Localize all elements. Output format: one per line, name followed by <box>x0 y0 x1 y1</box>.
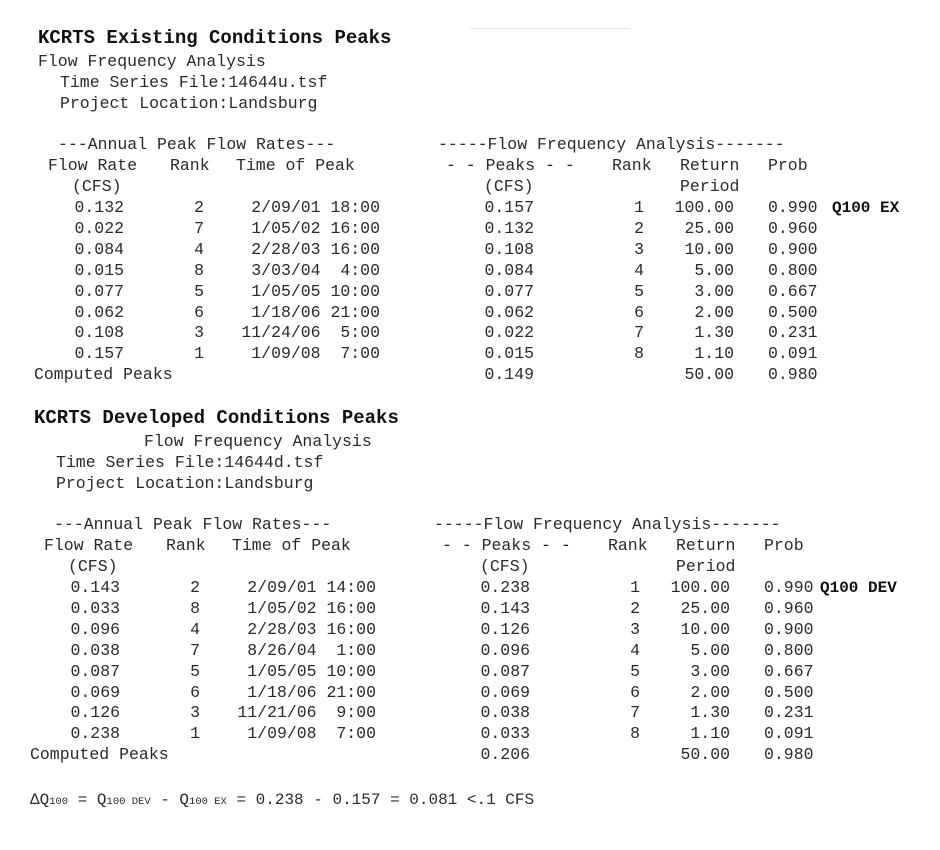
ffa-peak: 0.084 <box>484 260 534 280</box>
col-cfs-units: (CFS) <box>68 557 118 576</box>
analysis-label: Flow Frequency Analysis <box>38 52 266 71</box>
annual-flow-rate: 0.157 <box>74 344 124 364</box>
col-rank-ffa: Rank <box>608 536 648 555</box>
col-cfs-units: (CFS) <box>72 177 122 196</box>
col-prob: Prob <box>764 536 804 555</box>
annual-flow-rate: 0.096 <box>70 619 120 639</box>
ffa-peak: 0.126 <box>480 619 530 639</box>
computed-peaks-label: Computed Peaks <box>30 745 169 765</box>
computed-peak-value: 0.149 <box>484 365 534 385</box>
eq-sub3: 100 EX <box>189 796 227 808</box>
ffa-rank: 1 <box>630 578 640 597</box>
annual-rank: 4 <box>190 619 200 639</box>
ffa-prob: 0.990 <box>764 578 814 597</box>
analysis-label: Flow Frequency Analysis <box>144 432 372 451</box>
ffa-rank: 7 <box>630 703 640 723</box>
computed-prob: 0.980 <box>768 365 818 385</box>
time-series-file: Time Series File:14644u.tsf <box>60 73 328 92</box>
annual-flow-rate: 0.069 <box>70 682 120 702</box>
section-title: KCRTS Developed Conditions Peaks <box>34 407 399 429</box>
ffa-prob: 0.091 <box>768 344 818 364</box>
flow-frequency-header: -----Flow Frequency Analysis------- <box>434 515 781 534</box>
col-peaks: - - Peaks - - <box>442 536 571 555</box>
ffa-return-period: 1.30 <box>690 703 730 723</box>
ffa-return-period: 1.10 <box>690 724 730 744</box>
annual-rank: 1 <box>194 344 204 364</box>
ffa-peak: 0.143 <box>480 598 530 618</box>
annual-flow-rate: 0.143 <box>70 578 120 597</box>
col-flow-rate: Flow Rate <box>44 536 134 555</box>
eq-delta: ΔQ <box>30 791 50 809</box>
annual-rank: 4 <box>194 239 204 259</box>
ffa-return-period: 1.10 <box>694 344 734 364</box>
eq-result: = 0.238 - 0.157 = 0.081 <.1 CFS <box>226 791 535 809</box>
ffa-prob: 0.091 <box>764 724 814 744</box>
ffa-prob: 0.500 <box>768 302 818 322</box>
col-rank: Rank <box>170 156 210 175</box>
delta-q-equation <box>30 790 534 812</box>
time-series-file: Time Series File:14644d.tsf <box>56 453 324 472</box>
annual-rank: 7 <box>190 640 200 660</box>
ffa-rank: 4 <box>634 260 644 280</box>
ffa-return-period: 25.00 <box>684 218 734 238</box>
ffa-peak: 0.062 <box>484 302 534 322</box>
computed-prob: 0.980 <box>764 745 814 765</box>
col-time-of-peak: Time of Peak <box>236 156 355 175</box>
annual-flow-rate: 0.022 <box>74 218 124 238</box>
annual-flow-rate: 0.038 <box>70 640 120 660</box>
col-period: Period <box>676 557 736 576</box>
annual-time-of-peak: 1/09/08 7:00 <box>247 724 376 744</box>
ffa-rank: 4 <box>630 640 640 660</box>
ffa-prob: 0.800 <box>768 260 818 280</box>
col-rank: Rank <box>166 536 206 555</box>
col-period: Period <box>680 177 740 196</box>
annual-rank: 5 <box>190 661 200 681</box>
ffa-return-period: 3.00 <box>694 281 734 301</box>
annual-time-of-peak: 2/28/03 16:00 <box>251 239 380 259</box>
ffa-prob: 0.800 <box>764 640 814 660</box>
annual-time-of-peak: 2/28/03 16:00 <box>247 619 376 639</box>
annual-time-of-peak: 11/24/06 5:00 <box>241 323 380 343</box>
annual-flow-rate: 0.015 <box>74 260 124 280</box>
computed-return-period: 50.00 <box>684 365 734 385</box>
ffa-prob: 0.900 <box>768 239 818 259</box>
col-rank-ffa: Rank <box>612 156 652 175</box>
annual-flow-rate: 0.062 <box>74 302 124 322</box>
annual-time-of-peak: 1/09/08 7:00 <box>251 344 380 364</box>
col-return: Return <box>676 536 736 555</box>
ffa-return-period: 100.00 <box>670 578 730 597</box>
annual-flow-rate: 0.126 <box>70 703 120 723</box>
ffa-rank: 3 <box>634 239 644 259</box>
ffa-return-period: 3.00 <box>690 661 730 681</box>
ffa-peak: 0.108 <box>484 239 534 259</box>
annual-time-of-peak: 8/26/04 1:00 <box>247 640 376 660</box>
ffa-peak: 0.038 <box>480 703 530 723</box>
annual-peak-header: ---Annual Peak Flow Rates--- <box>58 135 336 154</box>
annual-flow-rate: 0.087 <box>70 661 120 681</box>
annual-time-of-peak: 1/18/06 21:00 <box>251 302 380 322</box>
project-location: Project Location:Landsburg <box>56 474 314 493</box>
ffa-return-period: 1.30 <box>694 323 734 343</box>
annual-rank: 3 <box>190 703 200 723</box>
annual-time-of-peak: 3/03/04 4:00 <box>251 260 380 280</box>
annual-rank: 2 <box>194 198 204 217</box>
ffa-peak: 0.132 <box>484 218 534 238</box>
ffa-peak: 0.087 <box>480 661 530 681</box>
annual-time-of-peak: 11/21/06 9:00 <box>237 703 376 723</box>
annual-time-of-peak: 1/05/05 10:00 <box>247 661 376 681</box>
col-return: Return <box>680 156 740 175</box>
annual-rank: 6 <box>190 682 200 702</box>
ffa-rank: 6 <box>630 682 640 702</box>
eq-part1: = Q <box>68 791 107 809</box>
ffa-return-period: 2.00 <box>690 682 730 702</box>
annual-time-of-peak: 1/05/02 16:00 <box>251 218 380 238</box>
ffa-rank: 8 <box>630 724 640 744</box>
col-cfs-units-ffa: (CFS) <box>484 177 534 196</box>
project-location: Project Location:Landsburg <box>60 94 318 113</box>
ffa-return-period: 2.00 <box>694 302 734 322</box>
annual-rank: 6 <box>194 302 204 322</box>
ffa-return-period: 100.00 <box>674 198 734 217</box>
ffa-peak: 0.033 <box>480 724 530 744</box>
annual-time-of-peak: 2/09/01 14:00 <box>247 578 376 597</box>
ffa-return-period: 10.00 <box>680 619 730 639</box>
ffa-rank: 7 <box>634 323 644 343</box>
col-peaks: - - Peaks - - <box>446 156 575 175</box>
annual-rank: 1 <box>190 724 200 744</box>
ffa-rank: 2 <box>630 598 640 618</box>
ffa-return-period: 10.00 <box>684 239 734 259</box>
ffa-prob: 0.231 <box>764 703 814 723</box>
annual-flow-rate: 0.108 <box>74 323 124 343</box>
annual-flow-rate: 0.084 <box>74 239 124 259</box>
ffa-rank: 5 <box>634 281 644 301</box>
ffa-peak: 0.238 <box>480 578 530 597</box>
computed-return-period: 50.00 <box>680 745 730 765</box>
ffa-peak: 0.069 <box>480 682 530 702</box>
annual-rank: 2 <box>190 578 200 597</box>
ffa-prob: 0.960 <box>768 218 818 238</box>
col-cfs-units-ffa: (CFS) <box>480 557 530 576</box>
ffa-rank: 8 <box>634 344 644 364</box>
ffa-rank: 2 <box>634 218 644 238</box>
ffa-rank: 5 <box>630 661 640 681</box>
col-prob: Prob <box>768 156 808 175</box>
ffa-peak: 0.015 <box>484 344 534 364</box>
eq-sub1: 100 <box>49 796 69 808</box>
ffa-peak: 0.077 <box>484 281 534 301</box>
annual-flow-rate: 0.077 <box>74 281 124 301</box>
col-time-of-peak: Time of Peak <box>232 536 351 555</box>
ffa-return-period: 5.00 <box>694 260 734 280</box>
q100-tag: Q100 EX <box>832 199 900 217</box>
ffa-return-period: 5.00 <box>690 640 730 660</box>
flow-frequency-header: -----Flow Frequency Analysis------- <box>438 135 785 154</box>
computed-peak-value: 0.206 <box>480 745 530 765</box>
annual-rank: 7 <box>194 218 204 238</box>
ffa-rank: 1 <box>634 198 644 217</box>
ffa-prob: 0.500 <box>764 682 814 702</box>
annual-flow-rate: 0.033 <box>70 598 120 618</box>
ffa-prob: 0.667 <box>764 661 814 681</box>
col-flow-rate: Flow Rate <box>48 156 138 175</box>
annual-rank: 8 <box>190 598 200 618</box>
annual-rank: 5 <box>194 281 204 301</box>
ffa-return-period: 25.00 <box>680 598 730 618</box>
ffa-rank: 6 <box>634 302 644 322</box>
annual-time-of-peak: 1/05/02 16:00 <box>247 598 376 618</box>
ffa-peak: 0.157 <box>484 198 534 217</box>
scan-artifact <box>470 28 630 29</box>
ffa-prob: 0.990 <box>768 198 818 217</box>
eq-part2: - Q <box>150 791 190 809</box>
ffa-prob: 0.667 <box>768 281 818 301</box>
annual-time-of-peak: 2/09/01 18:00 <box>251 198 380 217</box>
ffa-peak: 0.022 <box>484 323 534 343</box>
ffa-prob: 0.960 <box>764 598 814 618</box>
annual-rank: 3 <box>194 323 204 343</box>
ffa-rank: 3 <box>630 619 640 639</box>
annual-peak-header: ---Annual Peak Flow Rates--- <box>54 515 332 534</box>
ffa-prob: 0.231 <box>768 323 818 343</box>
section-title: KCRTS Existing Conditions Peaks <box>38 27 392 49</box>
eq-sub2: 100 DEV <box>106 796 151 808</box>
annual-time-of-peak: 1/05/05 10:00 <box>251 281 380 301</box>
ffa-peak: 0.096 <box>480 640 530 660</box>
annual-flow-rate: 0.132 <box>74 198 124 217</box>
q100-tag: Q100 DEV <box>820 579 897 597</box>
annual-rank: 8 <box>194 260 204 280</box>
ffa-prob: 0.900 <box>764 619 814 639</box>
computed-peaks-label: Computed Peaks <box>34 365 173 385</box>
annual-flow-rate: 0.238 <box>70 724 120 744</box>
annual-time-of-peak: 1/18/06 21:00 <box>247 682 376 702</box>
